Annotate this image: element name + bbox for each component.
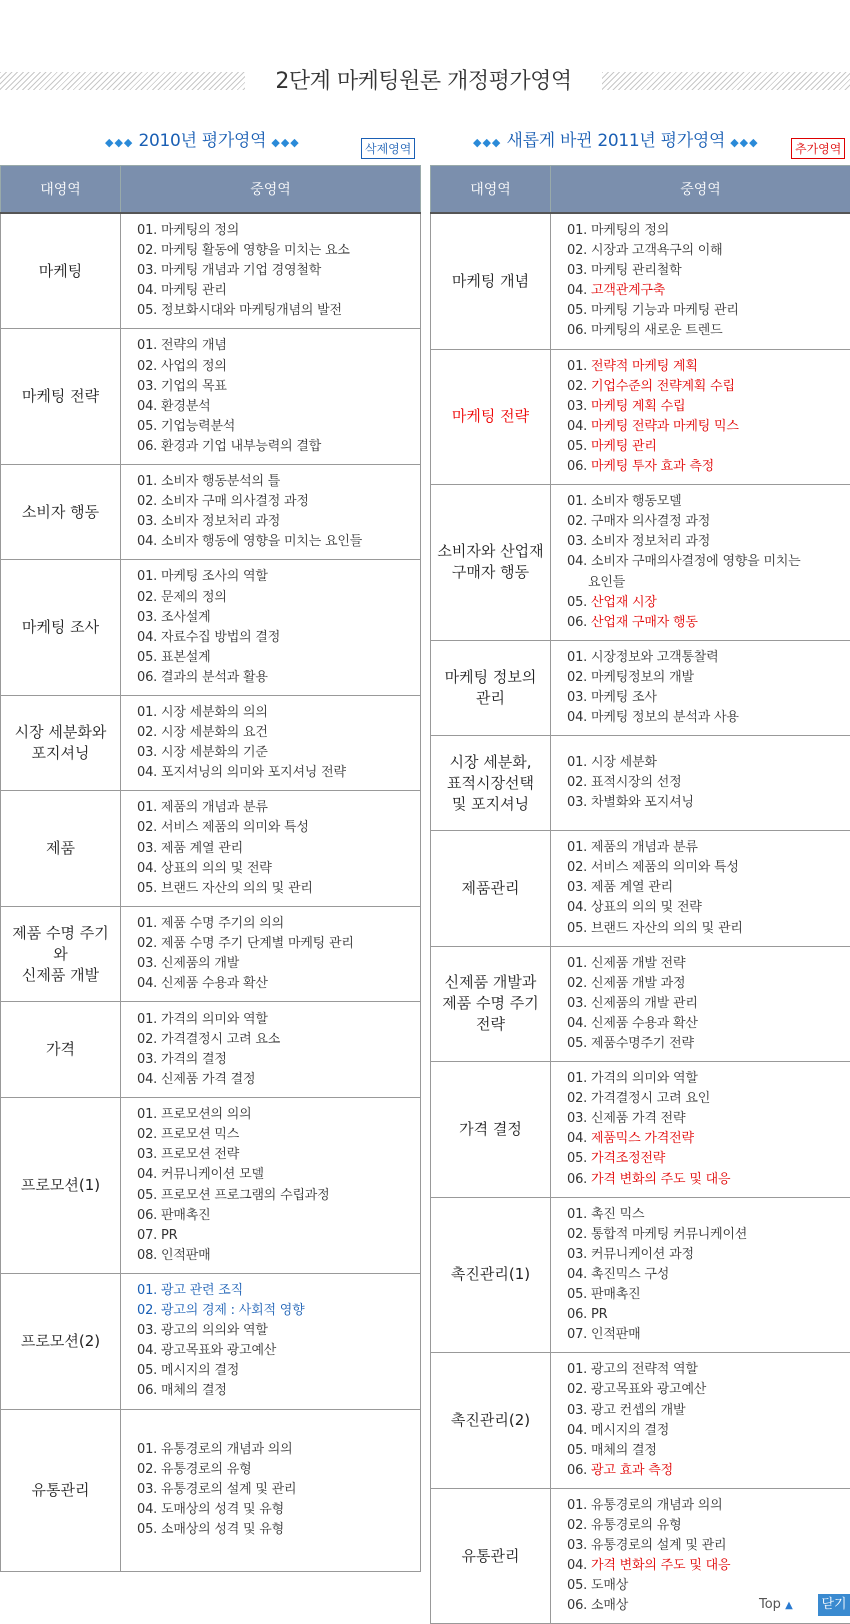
list-item bbox=[567, 357, 838, 377]
list-item: 02. 신제품 개발 과정 bbox=[567, 974, 838, 994]
list-item: 03. 신제품의 개발 bbox=[137, 954, 408, 974]
col-header-major: 대영역 bbox=[431, 166, 551, 214]
mid-area-cell bbox=[121, 791, 421, 906]
table-row bbox=[1, 329, 421, 465]
list-item: 04. 신제품 가격 결정 bbox=[137, 1070, 408, 1090]
list-item: 03. 제품 계열 관리 bbox=[567, 878, 838, 898]
major-area-cell: 촉진관리(1) bbox=[431, 1197, 551, 1353]
item-added-text: 광고 효과 측정 bbox=[591, 1463, 673, 1478]
list-item: 05. 기업능력분석 bbox=[137, 417, 408, 437]
list-item: 03. 기업의 목표 bbox=[137, 377, 408, 397]
mid-area-cell bbox=[121, 329, 421, 465]
list-item: 02. 제품 수명 주기 단계별 마케팅 관리 bbox=[137, 934, 408, 954]
list-item: 02. 소비자 구매 의사결정 과정 bbox=[137, 492, 408, 512]
list-item: 01. 유통경로의 개념과 의의 bbox=[567, 1496, 838, 1516]
list-item bbox=[567, 437, 838, 457]
list-item: 02. 사업의 정의 bbox=[137, 357, 408, 377]
list-item: 05. 브랜드 자산의 의의 및 관리 bbox=[137, 879, 408, 899]
item-number: 04. bbox=[567, 1558, 591, 1573]
list-item bbox=[567, 397, 838, 417]
list-item: 06. 마케팅의 새로운 트렌드 bbox=[567, 321, 838, 341]
title-bar bbox=[0, 60, 850, 100]
table-row bbox=[431, 1353, 850, 1489]
list-item: 01. 제품의 개념과 분류 bbox=[137, 798, 408, 818]
added-area-tag: 추가영역 bbox=[791, 138, 845, 159]
list-item: 02. 서비스 제품의 의미와 특성 bbox=[567, 858, 838, 878]
close-button[interactable]: 닫기 bbox=[818, 1594, 850, 1616]
deleted-area-tag: 삭제영역 bbox=[361, 138, 415, 159]
list-item: 05. 정보화시대와 마케팅개념의 발전 bbox=[137, 301, 408, 321]
list-item: 02. 프로모션 믹스 bbox=[137, 1125, 408, 1145]
item-number: 02. bbox=[567, 379, 591, 394]
list-item: 01. 마케팅의 정의 bbox=[567, 221, 838, 241]
item-added-text: 마케팅 전략과 마케팅 믹스 bbox=[591, 419, 739, 434]
item-added-text: 산업재 시장 bbox=[591, 595, 657, 610]
table-row bbox=[1, 791, 421, 906]
list-item: 04. 상표의 의의 및 전략 bbox=[137, 859, 408, 879]
list-item: 04. 마케팅 정보의 분석과 사용 bbox=[567, 708, 838, 728]
mid-area-cell bbox=[121, 695, 421, 790]
list-item: 04. 소비자 행동에 영향을 미치는 요인들 bbox=[137, 532, 408, 552]
major-area-cell: 프로모션(2) bbox=[1, 1273, 121, 1409]
col-header-mid: 중영역 bbox=[551, 166, 850, 214]
table-row bbox=[431, 946, 850, 1061]
list-item: 05. 도매상 bbox=[567, 1576, 838, 1596]
mid-area-cell bbox=[551, 946, 850, 1061]
item-number: 06. bbox=[567, 459, 591, 474]
item-added-text: 제품믹스 가격전략 bbox=[591, 1131, 694, 1146]
list-item: 02. 구매자 의사결정 과정 bbox=[567, 512, 838, 532]
list-item bbox=[567, 1556, 838, 1576]
list-item: 01. 가격의 의미와 역할 bbox=[137, 1010, 408, 1030]
list-item: 02. 광고목표와 광고예산 bbox=[567, 1380, 838, 1400]
item-added-text: 가격 변화의 주도 및 대응 bbox=[591, 1172, 730, 1187]
list-item: 04. 포지셔닝의 의미와 포지셔닝 전략 bbox=[137, 763, 408, 783]
table-row bbox=[1, 906, 421, 1001]
list-item: 04. 도매상의 성격 및 유형 bbox=[137, 1500, 408, 1520]
item-added-text: 산업재 구매자 행동 bbox=[591, 615, 698, 630]
table-row bbox=[431, 485, 850, 641]
item-number: 05. bbox=[567, 1151, 591, 1166]
table-row bbox=[1, 1273, 421, 1409]
mid-area-cell bbox=[551, 1197, 850, 1353]
major-area-cell: 유통관리 bbox=[1, 1409, 121, 1571]
item-added-text: 마케팅 투자 효과 측정 bbox=[591, 459, 714, 474]
list-item: 06. 소매상 bbox=[567, 1596, 838, 1616]
list-item: 01. 광고 관련 조직 bbox=[137, 1281, 408, 1301]
list-item bbox=[567, 1129, 838, 1149]
left-heading bbox=[105, 126, 300, 151]
list-item: 02. 유통경로의 유형 bbox=[567, 1516, 838, 1536]
table-row bbox=[1, 695, 421, 790]
list-item: 07. PR bbox=[137, 1226, 408, 1246]
major-area-cell: 마케팅 전략 bbox=[431, 349, 551, 485]
mid-area-cell bbox=[551, 1488, 850, 1624]
list-item: 03. 프로모션 전략 bbox=[137, 1145, 408, 1165]
list-item: 05. 표본설계 bbox=[137, 648, 408, 668]
list-item: 06. 환경과 기업 내부능력의 결합 bbox=[137, 437, 408, 457]
item-number: 04. bbox=[567, 419, 591, 434]
mid-area-cell bbox=[551, 831, 850, 946]
list-item bbox=[567, 1461, 838, 1481]
list-item: 03. 커뮤니케이션 과정 bbox=[567, 1245, 838, 1265]
item-number: 06. bbox=[567, 1463, 591, 1478]
list-item: 05. 판매촉진 bbox=[567, 1285, 838, 1305]
major-area-cell: 소비자 행동 bbox=[1, 465, 121, 560]
list-item: 03. 소비자 정보처리 과정 bbox=[137, 512, 408, 532]
list-item: 03. 마케팅 조사 bbox=[567, 688, 838, 708]
list-item: 01. 촉진 믹스 bbox=[567, 1205, 838, 1225]
table-row bbox=[431, 1197, 850, 1353]
right-heading bbox=[473, 126, 759, 151]
list-item: 01. 시장 세분화 bbox=[567, 753, 838, 773]
list-item: 05. 메시지의 결정 bbox=[137, 1361, 408, 1381]
list-item bbox=[567, 613, 838, 633]
col-header-mid: 중영역 bbox=[121, 166, 421, 214]
table-row bbox=[431, 213, 850, 349]
list-item: 06. 결과의 분석과 활용 bbox=[137, 668, 408, 688]
mid-area-cell bbox=[121, 1002, 421, 1098]
list-item: 03. 가격의 결정 bbox=[137, 1050, 408, 1070]
list-item: 01. 마케팅의 정의 bbox=[137, 221, 408, 241]
item-added-text: 가격 변화의 주도 및 대응 bbox=[591, 1558, 730, 1573]
major-area-cell: 마케팅 개념 bbox=[431, 213, 551, 349]
table-row bbox=[1, 1098, 421, 1274]
list-item: 01. 제품의 개념과 분류 bbox=[567, 838, 838, 858]
list-item: 06. 매체의 결정 bbox=[137, 1381, 408, 1401]
list-item: 02. 시장 세분화의 요건 bbox=[137, 723, 408, 743]
list-item: 07. 인적판매 bbox=[567, 1325, 838, 1345]
item-added-text: 고객관계구축 bbox=[591, 283, 665, 298]
decorative-hatch-left bbox=[0, 72, 245, 90]
list-item: 04. 소비자 구매의사결정에 영향을 미치는 요인들 bbox=[567, 552, 838, 592]
list-item: 01. 광고의 전략적 역할 bbox=[567, 1360, 838, 1380]
mid-area-cell bbox=[121, 213, 421, 329]
list-item: 03. 신제품의 개발 관리 bbox=[567, 994, 838, 1014]
list-item: 03. 유통경로의 설계 및 관리 bbox=[567, 1536, 838, 1556]
table-row bbox=[431, 640, 850, 735]
list-item: 03. 제품 계열 관리 bbox=[137, 839, 408, 859]
item-added-text: 전략적 마케팅 계획 bbox=[591, 359, 698, 374]
list-item: 04. 환경분석 bbox=[137, 397, 408, 417]
list-item bbox=[567, 281, 838, 301]
mid-area-cell bbox=[551, 349, 850, 485]
diamond-icon: ◆◆◆ bbox=[730, 136, 758, 149]
list-item: 03. 광고 컨셉의 개발 bbox=[567, 1401, 838, 1421]
major-area-cell: 유통관리 bbox=[431, 1488, 551, 1624]
top-link-label: Top bbox=[759, 1597, 781, 1612]
list-item: 05. 매체의 결정 bbox=[567, 1441, 838, 1461]
list-item: 02. 통합적 마케팅 커뮤니케이션 bbox=[567, 1225, 838, 1245]
list-item: 01. 소비자 행동모델 bbox=[567, 492, 838, 512]
left-heading-text: 2010년 평가영역 bbox=[139, 131, 267, 151]
item-number: 03. bbox=[567, 399, 591, 414]
mid-area-cell bbox=[121, 906, 421, 1001]
list-item: 05. 마케팅 기능과 마케팅 관리 bbox=[567, 301, 838, 321]
arrow-up-icon: ▲ bbox=[785, 1600, 793, 1611]
mid-area-cell bbox=[551, 1062, 850, 1198]
list-item: 02. 시장과 고객욕구의 이해 bbox=[567, 241, 838, 261]
list-item: 01. 소비자 행동분석의 틀 bbox=[137, 472, 408, 492]
major-area-cell: 마케팅 전략 bbox=[1, 329, 121, 465]
item-number: 04. bbox=[567, 283, 591, 298]
list-item: 01. 신제품 개발 전략 bbox=[567, 954, 838, 974]
table-row bbox=[431, 349, 850, 485]
mid-area-cell bbox=[121, 560, 421, 696]
list-item: 03. 소비자 정보처리 과정 bbox=[567, 532, 838, 552]
item-added-text: 마케팅 계획 수립 bbox=[591, 399, 685, 414]
major-area-cell: 제품관리 bbox=[431, 831, 551, 946]
major-area-cell: 프로모션(1) bbox=[1, 1098, 121, 1274]
list-item: 05. 프로모션 프로그램의 수립과정 bbox=[137, 1186, 408, 1206]
item-added-text: 가격조정전략 bbox=[591, 1151, 665, 1166]
list-item: 03. 마케팅 개념과 기업 경영철학 bbox=[137, 261, 408, 281]
major-area-cell: 제품 bbox=[1, 791, 121, 906]
table-row bbox=[431, 1062, 850, 1198]
diamond-icon: ◆◆◆ bbox=[473, 136, 501, 149]
table-row bbox=[431, 736, 850, 831]
major-area-cell: 소비자와 산업재 구매자 행동 bbox=[431, 485, 551, 641]
item-number: 05. bbox=[567, 595, 591, 610]
mid-area-cell bbox=[121, 1409, 421, 1571]
list-item: 01. 프로모션의 의의 bbox=[137, 1105, 408, 1125]
mid-area-cell bbox=[121, 1273, 421, 1409]
list-item: 03. 조사설계 bbox=[137, 608, 408, 628]
list-item: 01. 시장정보와 고객통찰력 bbox=[567, 648, 838, 668]
list-item: 06. 판매촉진 bbox=[137, 1206, 408, 1226]
mid-area-cell bbox=[551, 1353, 850, 1489]
list-item: 06. PR bbox=[567, 1305, 838, 1325]
major-area-cell: 마케팅 조사 bbox=[1, 560, 121, 696]
list-item bbox=[567, 1170, 838, 1190]
item-number: 01. bbox=[567, 359, 591, 374]
list-item bbox=[567, 1149, 838, 1169]
list-item: 05. 제품수명주기 전략 bbox=[567, 1034, 838, 1054]
list-item: 03. 차별화와 포지셔닝 bbox=[567, 793, 838, 813]
list-item: 03. 유통경로의 설계 및 관리 bbox=[137, 1480, 408, 1500]
diamond-icon: ◆◆◆ bbox=[105, 136, 133, 149]
major-area-cell: 가격 bbox=[1, 1002, 121, 1098]
list-item: 04. 상표의 의의 및 전략 bbox=[567, 898, 838, 918]
decorative-hatch-right bbox=[602, 72, 850, 90]
list-item: 03. 신제품 가격 전략 bbox=[567, 1109, 838, 1129]
list-item: 02. 표적시장의 선정 bbox=[567, 773, 838, 793]
mid-area-cell bbox=[551, 485, 850, 641]
list-item: 02. 유통경로의 유형 bbox=[137, 1460, 408, 1480]
list-item bbox=[567, 417, 838, 437]
list-item: 01. 가격의 의미와 역할 bbox=[567, 1069, 838, 1089]
list-item bbox=[567, 593, 838, 613]
list-item: 08. 인적판매 bbox=[137, 1246, 408, 1266]
list-item: 03. 시장 세분화의 기준 bbox=[137, 743, 408, 763]
top-link[interactable] bbox=[759, 1597, 793, 1612]
list-item: 04. 신제품 수용과 확산 bbox=[137, 974, 408, 994]
list-item: 04. 메시지의 결정 bbox=[567, 1421, 838, 1441]
list-item: 04. 마케팅 관리 bbox=[137, 281, 408, 301]
list-item: 05. 브랜드 자산의 의의 및 관리 bbox=[567, 919, 838, 939]
list-item: 04. 광고목표와 광고예산 bbox=[137, 1341, 408, 1361]
major-area-cell: 제품 수명 주기와 신제품 개발 bbox=[1, 906, 121, 1001]
list-item: 04. 자료수집 방법의 결정 bbox=[137, 628, 408, 648]
mid-area-cell bbox=[121, 465, 421, 560]
col-header-major: 대영역 bbox=[1, 166, 121, 214]
list-item: 04. 촉진믹스 구성 bbox=[567, 1265, 838, 1285]
item-number: 06. bbox=[567, 1172, 591, 1187]
table-row bbox=[431, 831, 850, 946]
major-area-cell: 신제품 개발과 제품 수명 주기 전략 bbox=[431, 946, 551, 1061]
major-area-cell: 시장 세분화, 표적시장선택 및 포지셔닝 bbox=[431, 736, 551, 831]
item-number: 06. bbox=[567, 615, 591, 630]
list-item bbox=[567, 377, 838, 397]
major-area-cell: 시장 세분화와 포지셔닝 bbox=[1, 695, 121, 790]
list-item: 02. 서비스 제품의 의미와 특성 bbox=[137, 818, 408, 838]
mid-area-cell bbox=[551, 213, 850, 349]
item-number: 04. bbox=[567, 1131, 591, 1146]
table-row bbox=[1, 1002, 421, 1098]
list-item: 02. 가격결정시 고려 요인 bbox=[567, 1089, 838, 1109]
right-heading-text: 새롭게 바뀐 2011년 평가영역 bbox=[507, 131, 726, 151]
major-area-cell: 촉진관리(2) bbox=[431, 1353, 551, 1489]
list-item: 02. 마케팅정보의 개발 bbox=[567, 668, 838, 688]
major-area-cell: 마케팅 bbox=[1, 213, 121, 329]
list-item: 05. 소매상의 성격 및 유형 bbox=[137, 1520, 408, 1540]
list-item: 03. 광고의 의의와 역할 bbox=[137, 1321, 408, 1341]
mid-area-cell bbox=[551, 640, 850, 735]
list-item: 02. 문제의 정의 bbox=[137, 588, 408, 608]
list-item: 01. 마케팅 조사의 역할 bbox=[137, 567, 408, 587]
list-item: 04. 커뮤니케이션 모델 bbox=[137, 1165, 408, 1185]
mid-area-cell bbox=[551, 736, 850, 831]
list-item: 01. 유통경로의 개념과 의의 bbox=[137, 1440, 408, 1460]
page-title: 2단계 마케팅원론 개정평가영역 bbox=[245, 64, 602, 95]
list-item: 02. 광고의 경제 : 사회적 영향 bbox=[137, 1301, 408, 1321]
mid-area-cell bbox=[121, 1098, 421, 1274]
major-area-cell: 가격 결정 bbox=[431, 1062, 551, 1198]
table-2011 bbox=[430, 165, 850, 1624]
list-item bbox=[567, 457, 838, 477]
item-added-text: 마케팅 관리 bbox=[591, 439, 657, 454]
list-item: 04. 신제품 수용과 확산 bbox=[567, 1014, 838, 1034]
table-row bbox=[1, 465, 421, 560]
list-item: 03. 마케팅 관리철학 bbox=[567, 261, 838, 281]
item-added-text: 기업수준의 전략계획 수립 bbox=[591, 379, 735, 394]
list-item: 02. 가격결정시 고려 요소 bbox=[137, 1030, 408, 1050]
list-item: 02. 마케팅 활동에 영향을 미치는 요소 bbox=[137, 241, 408, 261]
list-item: 01. 제품 수명 주기의 의의 bbox=[137, 914, 408, 934]
table-row bbox=[1, 213, 421, 329]
list-item: 01. 시장 세분화의 의의 bbox=[137, 703, 408, 723]
list-item: 01. 전략의 개념 bbox=[137, 336, 408, 356]
table-row bbox=[1, 560, 421, 696]
major-area-cell: 마케팅 정보의 관리 bbox=[431, 640, 551, 735]
item-number: 05. bbox=[567, 439, 591, 454]
diamond-icon: ◆◆◆ bbox=[271, 136, 299, 149]
table-2010 bbox=[0, 165, 421, 1572]
table-row bbox=[1, 1409, 421, 1571]
